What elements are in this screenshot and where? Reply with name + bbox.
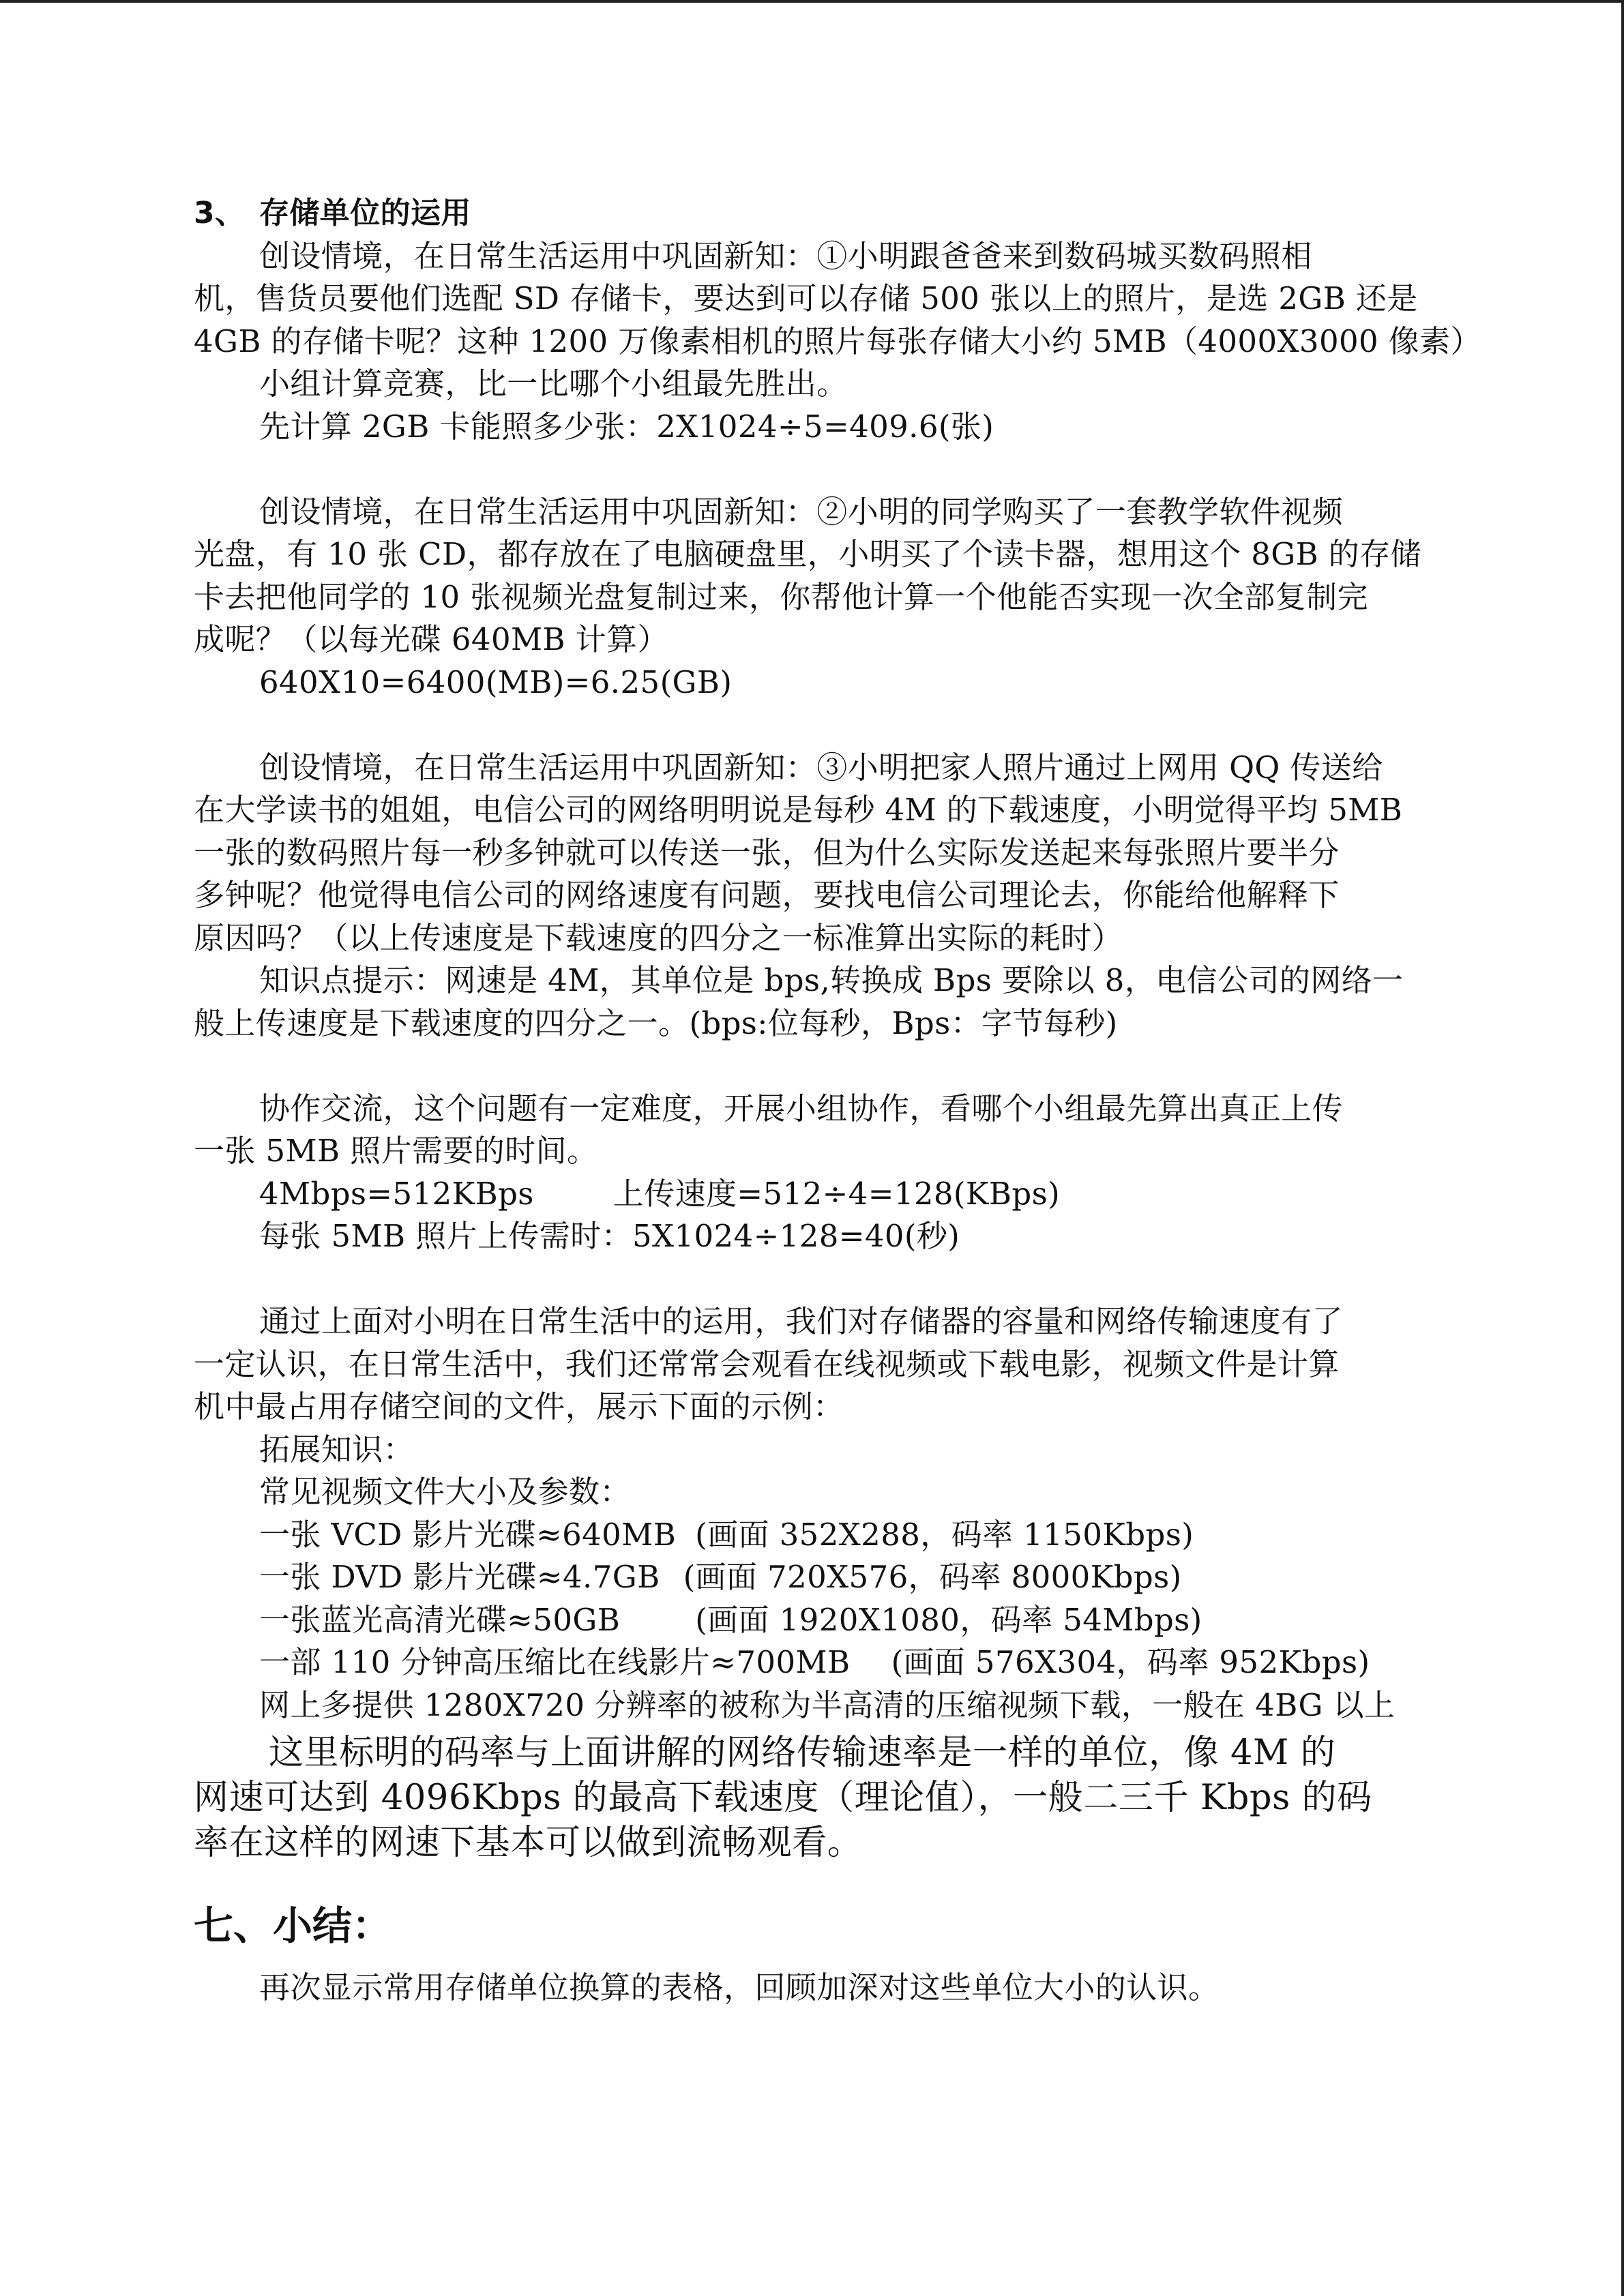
download-note: 网上多提供 1280X720 分辨率的被称为半高清的压缩视频下载，一般在 4BG 以上 [259, 1686, 1396, 1723]
item-name: 一张 DVD 影片光碟≈4.7GB [259, 1559, 660, 1595]
paragraph-line: 协作交流，这个问题有一定难度，开展小组协作，看哪个小组最先算出真正上传 [259, 1090, 1344, 1127]
explanation-line: 率在这样的网速下基本可以做到流畅观看。 [194, 1823, 863, 1863]
item-params: (画面 352X288，码率 1150Kbps) [695, 1516, 1194, 1553]
item-params: (画面 720X576，码率 8000Kbps) [683, 1559, 1182, 1595]
right-border [1621, 0, 1624, 2296]
section-7-text: 再次显示常用存储单位换算的表格，回顾加深对这些单位大小的认识。 [259, 1969, 1220, 2006]
explanation-line: 这里标明的码率与上面讲解的网络传输速率是一样的单位，像 4M 的 [269, 1733, 1336, 1773]
competition-line: 小组计算竞赛，比一比哪个小组最先胜出。 [259, 366, 848, 402]
video-files-section [194, 1300, 1428, 1727]
list-item [194, 1514, 1428, 1557]
list-item [194, 1641, 1428, 1684]
paragraph-line: 一张 5MB 照片需要的时间。 [194, 1133, 598, 1169]
document-page [194, 192, 1481, 2010]
paragraph-line: 通过上面对小明在日常生活中的运用，我们对存储器的容量和网络传输速度有了 [259, 1303, 1344, 1339]
scenario-1 [194, 235, 1481, 449]
calculation-line: 先计算 2GB 卡能照多少张：2X1024÷5=409.6(张) [259, 408, 994, 445]
paragraph-line: 多钟呢？他觉得电信公司的网络速度有问题，要找电信公司理论去，你能给他解释下 [194, 877, 1340, 913]
scenario-2 [194, 491, 1428, 704]
scenario-3 [194, 747, 1428, 1045]
paragraph-line: 4GB 的存储卡呢？这种 1200 万像素相机的照片每张存储大小约 5MB（4000X3000 像素） [194, 323, 1481, 359]
paragraph-line: 卡去把他同学的 10 张视频光盘复制过来，你帮他计算一个他能否实现一次全部复制完 [194, 578, 1368, 615]
paragraph-line: 一张的数码照片每一秒多钟就可以传送一张，但为什么实际发送起来每张照片要半分 [194, 834, 1340, 871]
explanation-section [194, 1731, 1428, 1866]
paragraph-line: 光盘，有 10 张 CD，都存放在了电脑硬盘里，小明买了个读卡器，想用这个 8GB 的存储 [194, 536, 1421, 572]
paragraph-line: 创设情境，在日常生活运用中巩固新知：①小明跟爸爸来到数码城买数码照相 [259, 237, 1312, 274]
extend-label: 拓展知识： [259, 1431, 415, 1467]
item-name: 一张蓝光高清光碟≈50GB [259, 1601, 621, 1638]
explanation-line: 网速可达到 4096Kbps 的最高下载速度（理论值），一般二三千 Kbps 的码 [194, 1778, 1372, 1818]
paragraph-line: 在大学读书的姐姐，电信公司的网络明明说是每秒 4M 的下载速度，小明觉得平均 5MB [194, 792, 1403, 828]
list-item [194, 1556, 1428, 1599]
paragraph-line: 创设情境，在日常生活运用中巩固新知：③小明把家人照片通过上网用 QQ 传送给 [259, 749, 1383, 786]
item-params: (画面 1920X1080，码率 54Mbps) [695, 1601, 1202, 1638]
top-border [0, 0, 1624, 3]
hint-line: 般上传速度是下载速度的四分之一。(bps:位每秒，Bps：字节每秒) [194, 1004, 1118, 1041]
upload-speed: 上传速度=512÷4=128(KBps) [612, 1175, 1061, 1212]
calculation-line: 640X10=6400(MB)=6.25(GB) [259, 664, 733, 700]
calculation-line: 每张 5MB 照片上传需时：5X1024÷128=40(秒) [259, 1218, 960, 1254]
paragraph-line: 机中最占用存储空间的文件，展示下面的示例： [194, 1388, 844, 1425]
section-7-heading: 七、小结： [194, 1903, 392, 1949]
paragraph-line: 机，售货员要他们选配 SD 存储卡，要达到可以存储 500 张以上的照片，是选 2GB 还是 [194, 280, 1418, 316]
section-3-heading [194, 192, 1428, 235]
item-params: (画面 576X304，码率 952Kbps) [891, 1644, 1370, 1680]
list-item [194, 1599, 1428, 1642]
item-name: 一部 110 分钟高压缩比在线影片≈700MB [259, 1644, 851, 1680]
calculation-line [194, 1173, 1428, 1216]
item-name: 一张 VCD 影片光碟≈640MB [259, 1516, 677, 1553]
hint-line: 知识点提示：网速是 4M，其单位是 bps,转换成 Bps 要除以 8，电信公司的网络一 [259, 962, 1404, 998]
section-title: 存储单位的运用 [259, 196, 471, 230]
paragraph-line: 原因吗？（以上传速度是下载速度的四分之一标准算出实际的耗时） [194, 919, 1123, 956]
bandwidth-conversion: 4Mbps=512KBps [259, 1175, 534, 1212]
paragraph-line: 一定认识，在日常生活中，我们还常常会观看在线视频或下载电影，视频文件是计算 [194, 1345, 1340, 1382]
section-number: 3、 [194, 196, 246, 230]
list-title: 常见视频文件大小及参数： [259, 1474, 631, 1510]
paragraph-line: 创设情境，在日常生活运用中巩固新知：②小明的同学购买了一套教学软件视频 [259, 493, 1344, 530]
cooperation-section [194, 1088, 1428, 1258]
paragraph-line: 成呢？（以每光碟 640MB 计算） [194, 621, 668, 657]
